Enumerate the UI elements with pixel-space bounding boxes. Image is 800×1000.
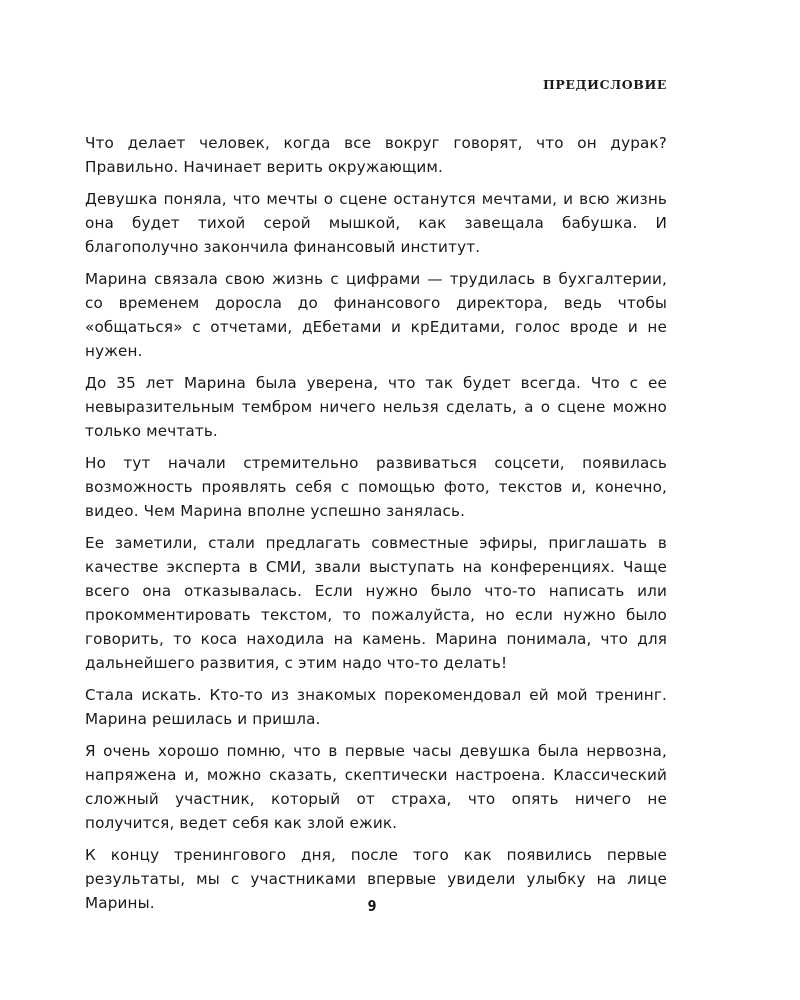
- paragraph: До 35 лет Марина была уверена, что так будет всегда. Что с ее невыразительным тембром ничего нельзя сделать, а о сцене можно только мечтать.: [85, 374, 667, 440]
- paragraph: К концу тренингового дня, после того как появились первые результаты, мы с участниками впервые увидели улыбку на лице Марины.: [85, 846, 667, 912]
- paragraph: Девушка поняла, что мечты о сцене останутся мечтами, и всю жизнь она будет тихой серой мышкой, как завещала бабушка. И благополучно закончила финансовый институт.: [85, 190, 667, 256]
- paragraph: Марина связала свою жизнь с цифрами — трудилась в бухгалтерии, со временем доросла до финансового директора, ведь чтобы «общаться» с отчетами, дЕбетами и крЕдитами, голос вроде и не нужен.: [85, 270, 667, 360]
- paragraph: Что делает человек, когда все вокруг говорят, что он дурак? Правильно. Начинает верить окружающим.: [85, 134, 667, 176]
- paragraph: Я очень хорошо помню, что в первые часы девушка была нервозна, напряжена и, можно сказать, скептически настроена. Классический сложный участник, который от страха, что опять ничего не получится, ведет себя как злой ежик.: [85, 742, 667, 832]
- body-text: [85, 131, 667, 923]
- paragraph: Стала искать. Кто-то из знакомых порекомендовал ей мой тренинг. Марина решилась и пришла.: [85, 686, 667, 728]
- running-head: ПРЕДИСЛОВИЕ: [542, 77, 667, 92]
- paragraph: Но тут начали стремительно развиваться соцсети, появилась возможность проявлять себя с помощью фото, текстов и, конечно, видео. Чем Марина вполне успешно занялась.: [85, 454, 667, 520]
- paragraph: Ее заметили, стали предлагать совместные эфиры, приглашать в качестве эксперта в СМИ, звали выступать на конференциях. Чаще всего она отказывалась. Если нужно было что-то написать или прокомментировать текстом, то пожалуйста, но если нужно было говорить, то коса находила на камень. Марина понимала, что для дальнейшего развития, с этим надо что-то делать!: [85, 534, 667, 672]
- page-number: 9: [367, 897, 377, 915]
